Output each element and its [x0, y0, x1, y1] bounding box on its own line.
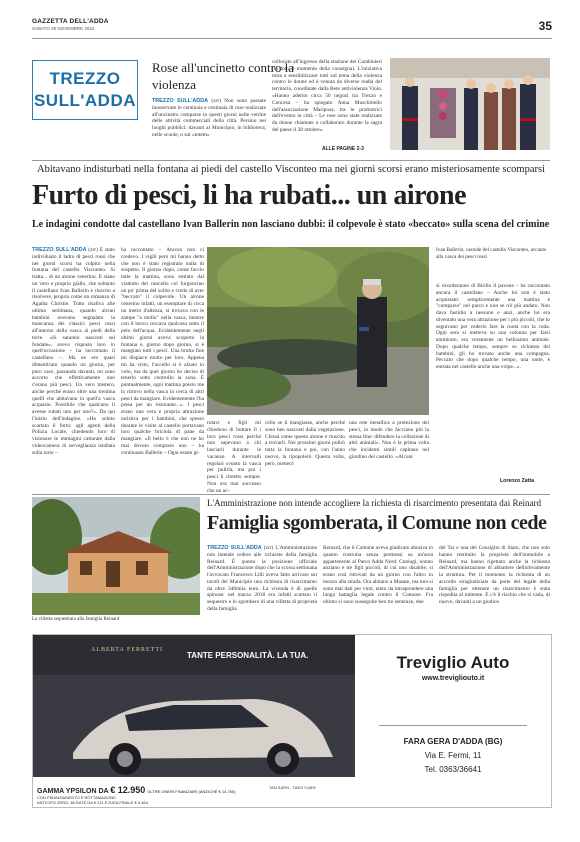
section-label-line1: TREZZO: [49, 69, 121, 88]
main-text-2: ha raccontato – Ancora non ci credevo. I vigili però mi hanno detto che non è stato registrato nulla di sospetto. Il giorno dopo, come faccio tutte la mattina, sono entrato dal viadotto del cancello col furgoncino un po' prima del solito e credo di aver "beccato" il colpevole. Un airone cenerino infatti, un esemplare di circa un metro d'altezza, si trovava con le zampe "a mollo" nella vasca, mentre con il becco cercava qualcosa sotto il pelo dell'acqua. Evidentemente negli ultimi giorni aveva scoperto la fontana e, giorno dopo giorno, si è mangiato tutti i pesci. Una brutta fine mi dispiace molto per loro. Appena mi ha visto, l'uccello si è alzato in volo, ma da quel giorno ho deciso di tenerlo sotto controllo la zona. È puntualmente, ogni mattina presto me lo ritrovo nella vasca in cerca di altri pesci da mangiare. Evidentemente l'ha presa per un ristorante...». I pesci erano una vera e propria attrazione turistica per i bambini, che spesso durante le visite al castello portavano loro qualche briciola di pane da mangiare. «Il bello è che non ne ho mai dovuto comprare uno – ha continuato Ballerin – Ogni estate gi-: [121, 247, 204, 456]
main-column-6: [436, 283, 550, 473]
issue-date: SABATO 26 NOVEMBRE 2022: [32, 26, 95, 31]
main-column-2: [121, 247, 204, 487]
brief-page-jump: ALLE PAGINE 2-3: [322, 146, 364, 152]
second-column-2: [323, 545, 433, 625]
dealer-website[interactable]: www.trevigliouto.it: [421, 675, 485, 682]
main-text-1: È stato individuato il ladro di pesci rossi che nei giorni scorsi ha colpito nella fontana del castello Visconteo. Si tratta... di un airone cenerino. E siano un vero e proprio giallo, che soltanto il castellano Ivan Ballerin è riuscito a risolvere, proprio come un romanzo di Agatha Christie. Tutto risaliva alle ultima settimana, quando alcuni bambini avevano segnalato la mancanza dei classici pesci rossi all'interno della vasca ai piedi della torre. «Si saranno nascosti sul fondale», avevo risposto loro in quell'occasione – ha raccontato il castellano –. Ma ne ero quasi dimenticato quando un giorno, per puro caso, passando davanti, mi sono accorto che effettivamente non c'erano più pesci. Un vero mistero, anche perché erano oltre una trentina quelli che abitavano in quell'a vasca acquario. Possibile che qualcuno li avesse rubati uno per uno?». Da qui l'inizio dell'indagine. «Ho subito scartato il furto: agli agenti della Polizia Locale, chiedendo loro di visionare le immagini catturate dalla videocamera di sorveglianza istallata sulla torre –: [32, 247, 115, 456]
main-author: Lorenzo Zatta: [500, 478, 535, 484]
dealer-address: Via E. Fermi, 11: [424, 751, 482, 760]
brief-title: Rose all'uncinetto contro la violenza: [152, 60, 295, 92]
ad-dealer-panel[interactable]: [355, 635, 551, 807]
brief-photo: [390, 58, 550, 150]
advertisement[interactable]: [32, 634, 552, 808]
second-text-1: L'Amministrazione non intende cedere alle richieste della famiglia Reinard. È questa la posizione ufficiale dell'Amministrazione dopo che la scorsa settimana l'avvocato Francesco Lilli aveva fatto arrivare sui tavoli del Municipio una richiesta di risarcimento da oltre 340mila euro. La vicenda è di quelle spinose: nel marzo 2018 era infatti scattato il sequestro e lo sgombero di una villetta di proprietà della famiglia: [207, 545, 317, 612]
ad-brand-line: ALBERTA FERRETTI: [91, 647, 163, 653]
newspaper-title: GAZZETTA DELL'ADDA: [32, 18, 109, 25]
second-kicker: L'Amministrazione non intende accogliere la richiesta di risarcimento presentata dai Reinard: [207, 498, 541, 508]
ad-model: GAMMA YPSILON: [37, 788, 97, 795]
second-text-2: Reinard, che il Comune aveva giudicato abusiva in quanto costruita senza permessi su un'area appartenente al Parco Adda Nord. Coniugi, nonno anziano e tre figli piccoli, di cui uno disabile, si erano così ritrovati da un giorno con l'altro in mezzo alla strada. Ora abitano a Masate, ma non si sono mai dati per vinti, tanto da intraprendere una lunga battaglia legale contro il Comune. Fra ultimo si sono susseguite ben tre sentenze, due: [323, 545, 433, 605]
dealer-phone[interactable]: Tel. 0363/36641: [424, 765, 482, 774]
main-kicker: Abitavano indisturbati nella fontana ai piedi del castello Visconteo ma nei giorni scorsi erano misteriosamente scomparsi: [37, 164, 545, 175]
ad-rates: TAN 5,85% - TAEG 9,08%: [269, 785, 316, 790]
second-headline: Famiglia sgomberata, il Comune non cede: [207, 512, 547, 534]
ad-offer-2: ANTICIPO ZERO, 48 RATE DA € 211 E RATA FINALE € 6.464.: [37, 800, 149, 805]
second-column-3: [439, 545, 550, 625]
main-photo-illustration: [207, 247, 429, 415]
brief-dateline: TREZZO SULL'ADDA: [152, 98, 208, 104]
second-photo-illustration: [32, 497, 200, 615]
main-text-6: si ricorderanno di Birillo il pavone – ha raccontato ancora il castellano – Anche lui non è stato acquistato: semplicemente una mattina è "comparso" nel parco e non se n'è più andato. Non dava fastidio a nessuno e anzi, anche lui era diventato una vera attrazione per i più piccoli, che lo seguivano per vederlo fare la ruota con la coda. Ogni sera si metteva su una colonna per farsi ammirare, era veramente un bellissimo animale. Dopo qualche tempo, sempre su richiesta dei bambini, gli ho trovato anche una compagna. Peccato che dopo qualche tempo, una notte, è entrata nel castello anche una volpe...».: [436, 283, 550, 370]
divider-middle: [32, 494, 550, 495]
main-photo-caption: Ivan Ballerin, castode del castello Visconteo, accanto alla vasca dei pesci rossi: [436, 247, 547, 260]
main-column-3: [207, 420, 261, 492]
main-dateline-code: (zrr): [88, 247, 98, 253]
ad-car-panel[interactable]: [33, 635, 355, 807]
second-photo-caption: La villetta sequestrata alla famiglia Reinard: [32, 617, 120, 622]
ad-price-prefix: DA: [98, 788, 109, 795]
brief-column-1: [152, 98, 266, 154]
second-column-1: [207, 545, 317, 625]
brief-text-2: collocato all'ingresso della stazione dei Carabinieri (in foto il momento della consegna). L'iniziativa mira a sensibilizzare tutti sul tema della violenza contro le donne ed è venuta da diverse realtà del territorio, coordinate dalla Rete antiviolenza Viola. «Hanno aderito circa 50 negozi tra Trezzo e Concesa – ha spiegato Anna Muschitiello dell'associazione Mariposa, tra le promotrici dell'evento in città – Le rose sono state realizzate da donne chiamate a collaborare durante la sagra del paese il 28 ottobre».: [272, 59, 382, 133]
main-dateline: TREZZO SULL'ADDA: [32, 247, 87, 253]
page-number: 35: [538, 19, 552, 33]
main-column-4: [265, 420, 345, 492]
dealer-name: Treviglio Auto: [396, 653, 510, 672]
section-label-line2: SULL'ADDA: [33, 91, 137, 110]
second-photo: [32, 497, 200, 615]
main-text-5: una rete metallica a protezione dei pesci, in modo che facciano più la stessa fine: difendere la collezione di altri animali». Non è la prima volta che incidenti simili capitano nel giardino del castello. «Alcuni: [349, 420, 429, 460]
second-dateline: TREZZO SULL'ADDA: [207, 545, 262, 551]
main-text-3: rotavi e figli mi chiedono di buttare lì i loro pesci rossi perché non sapevano a chi lasciarli durante le vacanze. A intervalli regolari svuoto la vasca per pulirla, ma poi i pesci li rimetto sempre. Non era mai successo che un uc-: [207, 420, 261, 492]
main-text-4: cello se li mangiasse, anche perché sono ben nascosti dalla vegetazione. Chissà come questo airone è riuscito a trovarli. Nei prossimi giorni pulirò tutta la fontana e poi, con l'anno nuovo, la ripopolerò. Questa volta, però, metterò: [265, 420, 345, 467]
main-column-1: [32, 247, 115, 487]
brief-photo-illustration: [390, 58, 550, 150]
masthead: [32, 18, 552, 39]
second-text-3: del Tar e una del Consiglio di Stato, che non solo hanno restituito la proprietà dell'immobile a Reinard, ma hanno rigettato anche la richiesta dell'Amministrazione di abbattere definitivamente la struttura. Per il momento la richiesta di un accordo stragiudiziale da parte del legale della famiglia per ottenere un risarcimento è stata rispedita al mittente. E c'è il rischio che si vada, di nuovo, davanti a un giudice.: [439, 545, 550, 605]
main-column-5: [349, 420, 429, 492]
brief-dateline-code: (zrr): [211, 98, 221, 104]
brief-text-1: Non sono passate inosservate le centinaia e centinaia di rose realizzate all'uncinetto comparse in questi giorni nelle vetrine delle attività commerciali della città. Persino nei luoghi pubblici: davanti al Municipio, in biblioteca, nelle scuole, o sul «totem»: [152, 98, 266, 138]
ad-offer-1: CON FINANZIAMENTO E ROTTAMAZIONE.: [37, 795, 118, 800]
ad-price: € 12.950: [110, 785, 146, 795]
main-headline: Furto di pesci, li ha rubati... un airone: [32, 180, 467, 211]
main-subhead: Le indagini condotte dal castellano Ivan Ballerin non lasciano dubbi: il colpevole è stato «beccato» sulla scena del crimine: [32, 219, 550, 230]
dealer-city: FARA GERA D'ADDA (BG): [403, 737, 503, 746]
ad-slogan: TANTE PERSONALITÀ. LA TUA.: [183, 649, 312, 662]
brief-column-2: [272, 59, 382, 147]
ad-price-note: OLTRE ONERI FINANZIARI (ANZICHÉ € 14.750): [147, 789, 236, 794]
main-photo: [207, 247, 429, 415]
dealer-divider: [379, 725, 527, 726]
divider-top: [32, 160, 550, 161]
second-dateline-code: (zrr): [263, 545, 274, 551]
section-label-box: [32, 60, 138, 120]
